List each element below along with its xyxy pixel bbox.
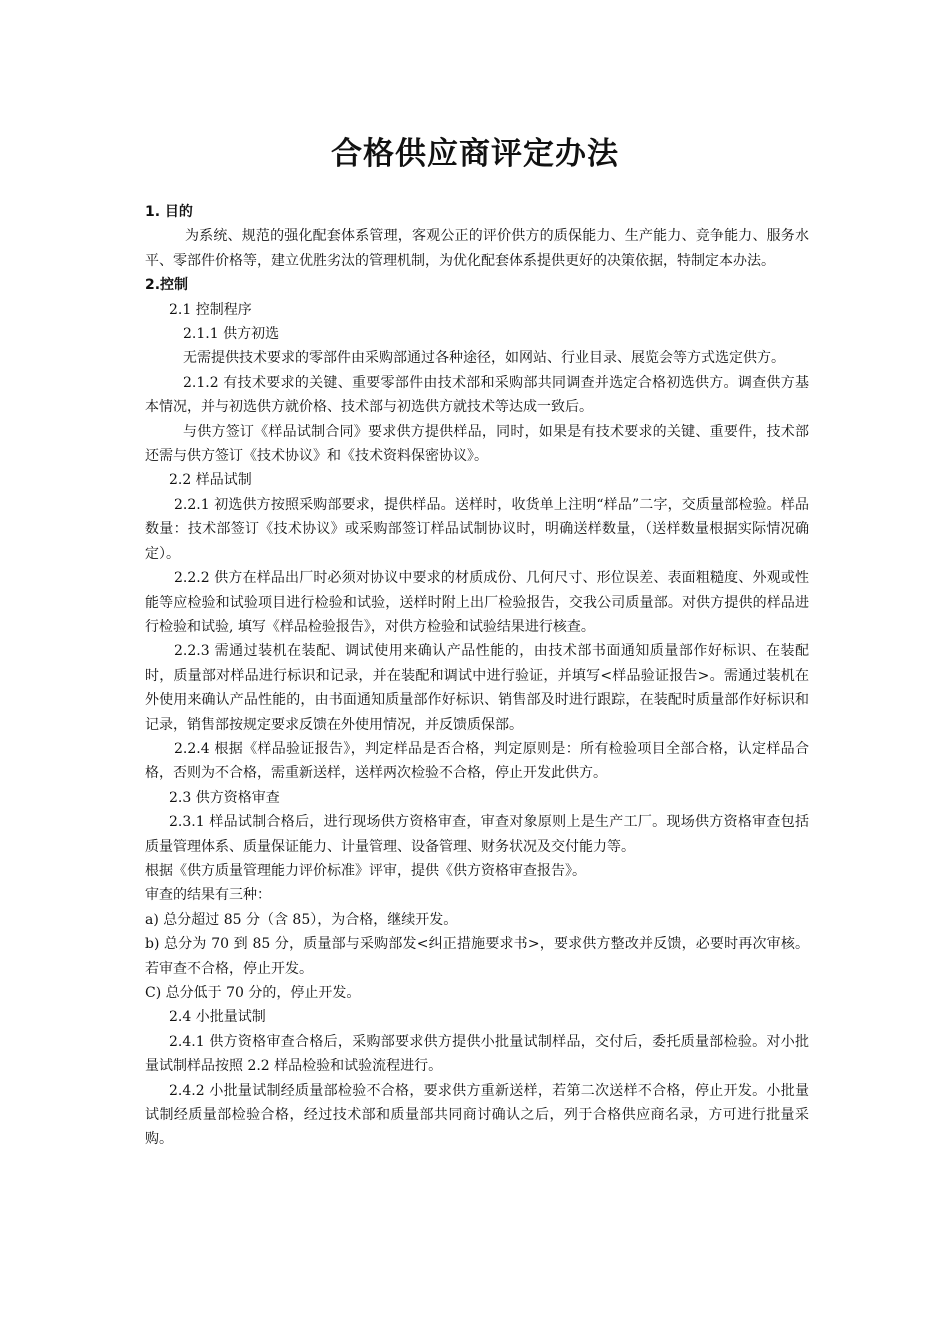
- section-heading-purpose: 1. 目的: [145, 204, 193, 220]
- paragraph: 2.4.1 供方资格审查合格后，采购部要求供方提供小批量试制样品，交付后，委托质量部检验。对小批量试制样品按照 2.2 样品检验和试验流程进行。: [145, 1033, 809, 1075]
- paragraph: 审查的结果有三种：: [145, 887, 271, 904]
- subsection-heading: 2.1 控制程序: [169, 301, 252, 318]
- section-heading-control: 2.控制: [145, 277, 189, 294]
- subsection-heading: 2.1.1 供方初选: [183, 326, 280, 343]
- list-item: b) 总分为 70 到 85 分，质量部与采购部发<纠正措施要求书>，要求供方整改并反馈，必要时再次审核。若审查不合格，停止开发。: [145, 936, 809, 977]
- subsection-heading: 2.3 供方资格审查: [169, 789, 280, 806]
- document-title: 合格供应商评定办法: [331, 136, 619, 172]
- paragraph: 与供方签订《样品试制合同》要求供方提供样品，同时，如果是有技术要求的关键、重要件，技术部还需与供方签订《技术协议》和《技术资料保密协议》。: [145, 423, 809, 465]
- paragraph: 为系统、规范的强化配套体系管理，客观公正的评价供方的质保能力、生产能力、竞争能力、服务水平、零部件价格等，建立优胜劣汰的管理机制，为优化配套体系提供更好的决策依据，特制定本办法。: [145, 228, 809, 269]
- subsection-heading: 2.2 样品试制: [169, 472, 252, 489]
- paragraph: 无需提供技术要求的零部件由采购部通过各种途径，如网站、行业目录、展览会等方式选定供方。: [183, 350, 785, 367]
- paragraph: 2.4.2 小批量试制经质量部检验不合格，要求供方重新送样，若第二次送样不合格，停止开发。小批量试制经质量部检验合格，经过技术部和质量部共同商讨确认之后，列于合格供应商名录，方可进行批量采购。: [145, 1082, 809, 1148]
- list-item: C) 总分低于 70 分的，停止开发。: [145, 985, 361, 1001]
- paragraph: 2.2.2 供方在样品出厂时必须对协议中要求的材质成份、几何尺寸、形位误差、表面粗糙度、外观或性能等应检验和试验项目进行检验和试验，送样时附上出厂检验报告，交我公司质量部。对供方提供的样品进行检验和试验, 填写《样品检验报告》，对供方检验和试验结果进行核查。: [145, 570, 809, 635]
- paragraph: 2.3.1 样品试制合格后，进行现场供方资格审查，审查对象原则上是生产工厂。现场供方资格审查包括质量管理体系、质量保证能力、计量管理、设备管理、财务状况及交付能力等。: [145, 814, 809, 855]
- subsection-heading: 2.4 小批量试制: [169, 1009, 266, 1026]
- paragraph: 2.1.2 有技术要求的关键、重要零部件由技术部和采购部共同调查并选定合格初选供方。调查供方基本情况，并与初选供方就价格、技术部与初选供方就技术等达成一致后。: [145, 374, 809, 416]
- list-item: a) 总分超过 85 分（含 85），为合格，继续开发。: [145, 911, 458, 928]
- paragraph: 2.2.4 根据《样品验证报告》，判定样品是否合格，判定原则是：所有检验项目全部合格，认定样品合格，否则为不合格，需重新送样，送样两次检验不合格，停止开发此供方。: [145, 740, 809, 782]
- paragraph: 根据《供方质量管理能力评价标准》评审，提供《供方资格审查报告》。: [145, 862, 586, 879]
- paragraph: 2.2.3 需通过装机在装配、调试使用来确认产品性能的，由技术部书面通知质量部作好标识、在装配时，质量部对样品进行标识和记录，并在装配和调试中进行验证，并填写<样品验证报告>。需通过装机在外使用来确认产品性能的，由书面通知质量部作好标识、销售部及时进行跟踪，在装配时质量部作好标识和记录，销售部按规定要求反馈在外使用情况，并反馈质保部。: [145, 643, 809, 733]
- paragraph: 2.2.1 初选供方按照采购部要求，提供样品。送样时，收货单上注明“样品”二字，交质量部检验。样品数量：技术部签订《技术协议》或采购部签订样品试制协议时，明确送样数量，（送样数量根据实际情况确定）。: [145, 496, 809, 562]
- document-body: [145, 200, 809, 1152]
